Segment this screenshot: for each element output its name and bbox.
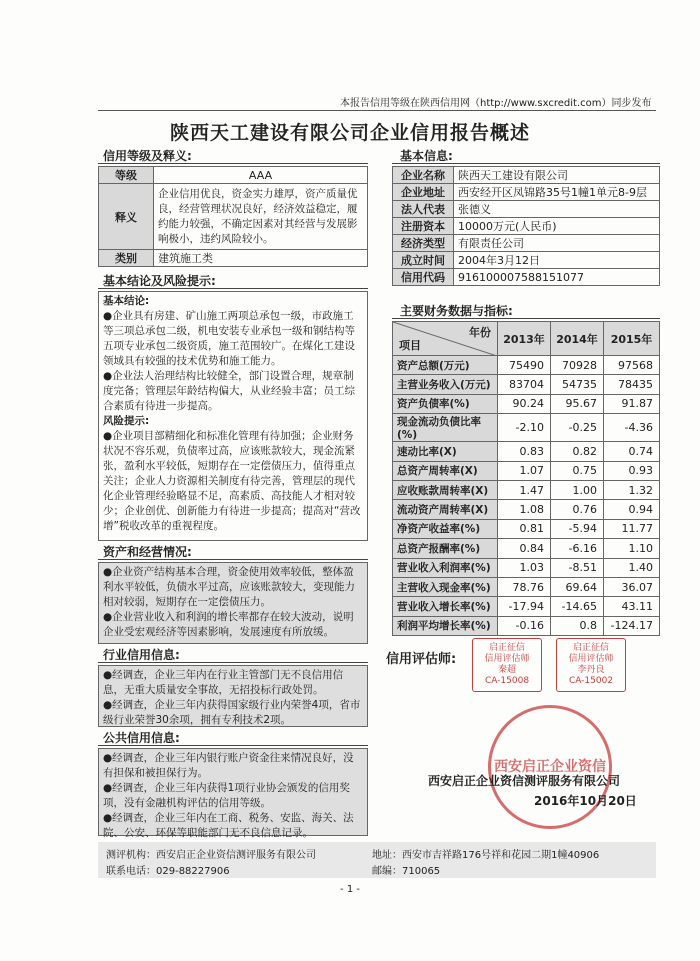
financial-value: -14.65 [551, 597, 604, 616]
risk-heading: 风险提示: [103, 415, 150, 427]
evaluator-label: 信用评估师: [386, 652, 457, 667]
footer-evaluator-org: 测评机构：西安启正企业资信测评服务有限公司 [106, 850, 316, 861]
stamp2-org: 启正征信 [572, 643, 609, 653]
financial-value: 78.76 [498, 577, 551, 596]
financial-metric-name: 资产负债率(%) [393, 394, 498, 413]
footer-postcode: 邮编：710065 [372, 866, 441, 877]
financial-metric-name: 利润平均增长率(%) [393, 616, 498, 635]
conclusions-divider [98, 288, 368, 289]
basic-info-row [393, 201, 660, 218]
basic-conclusion-item-1: ●企业具有房建、矿山施工两项总承包一级，市政施工等三项总承包二级，机电安装专业承包一级和钢结构等五项专业承包二级资质，施工范围较广。在煤化工建设领域具有较强的技术优势和施工能力。 [103, 310, 355, 367]
corner-item-label: 项目 [399, 339, 421, 352]
financial-row [393, 539, 660, 558]
financial-value: 1.47 [498, 480, 551, 499]
company-seal [488, 705, 612, 829]
corner-year-label: 年份 [469, 326, 491, 339]
financial-value: 0.8 [551, 616, 604, 635]
top-divider [98, 110, 656, 111]
grade-value: AAA [154, 167, 368, 184]
risk-item-1: ●企业项目部精细化和标准化管理有待加强；企业财务状况不容乐观，负债率过高，应该账款较大，现金流紧张，盈利水平较低，短期存在一定偿债压力，值得重点关注；企业人力资源相关制度有待完善，管理层的现代化企业管理经验略显不足，高素质、高技能人才相对较少；企业创优、创新能力有待进一步提高；提高对“营改增”税收改革的重视程度。 [103, 430, 361, 532]
financial-metric-name: 总资产报酬率(%) [393, 539, 498, 558]
basic-info-value: 916100007588151077 [454, 269, 660, 286]
top-note: 本报告信用等级在陕西信用网（http://www.sxcredit.com）同步发布 [340, 98, 652, 109]
financial-row [393, 558, 660, 577]
financial-row [393, 375, 660, 394]
financial-value: 95.67 [551, 394, 604, 413]
industry-item-2: ●经调查，企业三年内获得国家级行业内荣誉4项，省市级行业荣誉30余项，拥有专利技术2项。 [103, 699, 361, 726]
conclusions-box [98, 291, 368, 541]
financial-row [393, 480, 660, 499]
basic-info-label: 法人代表 [393, 201, 454, 218]
year-2013-header: 2013年 [498, 322, 551, 356]
financial-value: 54735 [551, 375, 604, 394]
financial-metric-name: 主营收入现金率(%) [393, 577, 498, 596]
financial-row [393, 577, 660, 596]
basic-info-label: 企业地址 [393, 184, 454, 201]
stamp1-sub: 信用评估师 [484, 654, 530, 664]
credit-rating-heading: 信用等级及释义: [103, 149, 192, 163]
category-value: 建筑施工类 [154, 250, 368, 267]
industry-item-1: ●经调查，企业三年内在行业主管部门无不良信用信息，无重大质量安全事故，无招投标行政处罚。 [103, 669, 344, 696]
operations-divider [98, 559, 368, 560]
financial-metric-name: 现金流动负债比率(%) [393, 414, 498, 442]
stamp2-sub: 信用评估师 [568, 654, 614, 664]
financial-divider [392, 318, 660, 319]
footer-address: 地址：西安市吉祥路176号祥和花园二期1幢40906 [372, 850, 600, 861]
financial-value: 97568 [604, 356, 660, 375]
financial-value: -2.10 [498, 414, 551, 442]
financial-value: -124.17 [604, 616, 660, 635]
financial-heading: 主要财务数据与指标: [400, 304, 513, 318]
financial-value: 43.11 [604, 597, 660, 616]
financial-metric-name: 营业收入利润率(%) [393, 558, 498, 577]
financial-value: 1.08 [498, 500, 551, 519]
financial-metric-name: 营业收入增长率(%) [393, 597, 498, 616]
conclusions-heading: 基本结论及风险提示: [103, 274, 216, 288]
page-number: - 1 - [340, 884, 360, 895]
financial-value: 0.81 [498, 519, 551, 538]
financial-value: 36.07 [604, 577, 660, 596]
financial-value: 70928 [551, 356, 604, 375]
stamp1-org: 启正征信 [488, 643, 525, 653]
basic-info-value: 有限责任公司 [454, 235, 660, 252]
category-label: 类别 [99, 250, 154, 267]
financial-value: 0.93 [604, 461, 660, 480]
basic-info-divider [392, 163, 660, 164]
financial-value: 78435 [604, 375, 660, 394]
basic-info-row [393, 269, 660, 286]
financial-row [393, 442, 660, 461]
credit-rating-divider [98, 163, 368, 164]
financial-table [392, 321, 660, 636]
financial-row [393, 597, 660, 616]
basic-info-value: 2004年3月12日 [454, 252, 660, 269]
financial-value: 1.00 [551, 480, 604, 499]
industry-divider [98, 662, 368, 663]
financial-value: -0.16 [498, 616, 551, 635]
stamp2-code: CA-15002 [568, 676, 614, 686]
public-item-3: ●经调查，企业三年内在工商、税务、安监、海关、法院、公安、环保等职能部门无不良信息记录。 [103, 812, 354, 839]
financial-corner-cell [393, 322, 498, 356]
report-title: 陕西天工建设有限公司企业信用报告概述 [169, 122, 530, 144]
financial-metric-name: 主营业务收入(万元) [393, 375, 498, 394]
basic-info-heading: 基本信息: [400, 149, 453, 163]
public-divider [98, 745, 368, 746]
financial-value: 0.94 [604, 500, 660, 519]
financial-row [393, 616, 660, 635]
financial-value: 1.32 [604, 480, 660, 499]
public-heading: 公共信用信息: [103, 731, 180, 745]
financial-row [393, 500, 660, 519]
operations-item-2: ●企业营业收入和利润的增长率都存在较大波动，说明企业受宏观经济等因素影响，发展速度有所放缓。 [103, 611, 354, 638]
basic-info-label: 经济类型 [393, 235, 454, 252]
stamp1-code: CA-15008 [484, 676, 530, 686]
financial-metric-name: 流动资产周转率(X) [393, 500, 498, 519]
basic-info-row [393, 235, 660, 252]
basic-info-value: 陕西天工建设有限公司 [454, 167, 660, 184]
financial-value: 0.82 [551, 442, 604, 461]
footer-phone: 联系电话：029-88227906 [106, 866, 230, 877]
credit-rating-table [98, 166, 368, 267]
financial-value: -4.36 [604, 414, 660, 442]
basic-info-value: 张德义 [454, 201, 660, 218]
industry-box [98, 665, 368, 727]
financial-value: 83704 [498, 375, 551, 394]
financial-metric-name: 应收账款周转率(X) [393, 480, 498, 499]
basic-info-row [393, 218, 660, 235]
basic-info-label: 企业名称 [393, 167, 454, 184]
financial-value: 1.40 [604, 558, 660, 577]
financial-value: -6.16 [551, 539, 604, 558]
basic-info-table [392, 166, 660, 286]
financial-row [393, 414, 660, 442]
operations-box [98, 562, 368, 644]
financial-value: -5.94 [551, 519, 604, 538]
financial-metric-name: 资产总额(万元) [393, 356, 498, 375]
financial-value: 11.77 [604, 519, 660, 538]
basic-info-label: 注册资本 [393, 218, 454, 235]
year-2014-header: 2014年 [551, 322, 604, 356]
signoff-date: 2016年10月20日 [534, 794, 637, 808]
financial-value: 75490 [498, 356, 551, 375]
industry-heading: 行业信用信息: [103, 648, 180, 662]
evaluator-stamp-2 [556, 638, 626, 692]
financial-value: -0.25 [551, 414, 604, 442]
basic-info-row [393, 252, 660, 269]
grade-label: 等级 [99, 167, 154, 184]
basic-info-label: 信用代码 [393, 269, 454, 286]
financial-row [393, 394, 660, 413]
meaning-text: 企业信用优良，资金实力雄厚，资产质量优良，经营管理状况良好，经济效益稳定，履约能力较强，不确定因素对其经营与发展影响极小，违约风险较小。 [154, 184, 368, 250]
seal-text: 西安启正企业资信 [494, 759, 606, 775]
financial-value: 90.24 [498, 394, 551, 413]
basic-info-row [393, 167, 660, 184]
basic-info-value: 10000万元(人民币) [454, 218, 660, 235]
financial-value: 1.10 [604, 539, 660, 558]
operations-heading: 资产和经营情况: [103, 545, 192, 559]
financial-metric-name: 净资产收益率(%) [393, 519, 498, 538]
meaning-label: 释义 [99, 184, 154, 250]
basic-info-value: 西安经开区凤锦路35号1幢1单元8-9层 [454, 184, 660, 201]
financial-value: 1.03 [498, 558, 551, 577]
financial-value: 0.74 [604, 442, 660, 461]
financial-value: 1.07 [498, 461, 551, 480]
financial-value: 91.87 [604, 394, 660, 413]
basic-conclusion-item-2: ●企业法人治理结构比较健全，部门设置合理，规章制度完备；管理层年龄结构偏大，从业经验丰富；员工综合素质有待进一步提高。 [103, 370, 355, 412]
financial-value: 0.83 [498, 442, 551, 461]
basic-info-label: 成立时间 [393, 252, 454, 269]
basic-conclusion-heading: 基本结论: [103, 295, 150, 307]
financial-row [393, 461, 660, 480]
public-item-2: ●经调查，企业三年内获得1项行业协会颁发的信用奖项，没有金融机构评估的信用等级。 [103, 782, 350, 809]
financial-metric-name: 速动比率(X) [393, 442, 498, 461]
footer-box [98, 842, 656, 878]
stamp1-name: 秦超 [497, 665, 516, 675]
financial-value: -8.51 [551, 558, 604, 577]
operations-item-1: ●企业资产结构基本合理，资金使用效率较低，整体盈利水平较低，负债水平过高，应该账款较大，变现能力相对较弱，短期存在一定偿债压力。 [103, 566, 355, 608]
stamp2-name: 李丹良 [577, 665, 605, 675]
financial-value: -17.94 [498, 597, 551, 616]
public-box [98, 748, 368, 839]
year-2015-header: 2015年 [604, 322, 660, 356]
financial-value: 69.64 [551, 577, 604, 596]
financial-value: 0.75 [551, 461, 604, 480]
financial-value: 0.84 [498, 539, 551, 558]
evaluator-stamp-1 [472, 638, 542, 692]
signoff-company: 西安启正企业资信测评服务有限公司 [428, 774, 621, 788]
financial-metric-name: 总资产周转率(X) [393, 461, 498, 480]
financial-value: 0.76 [551, 500, 604, 519]
financial-row [393, 356, 660, 375]
public-item-1: ●经调查，企业三年内银行账户资金往来情况良好，没有担保和被担保行为。 [103, 752, 354, 779]
financial-row [393, 519, 660, 538]
basic-info-row [393, 184, 660, 201]
